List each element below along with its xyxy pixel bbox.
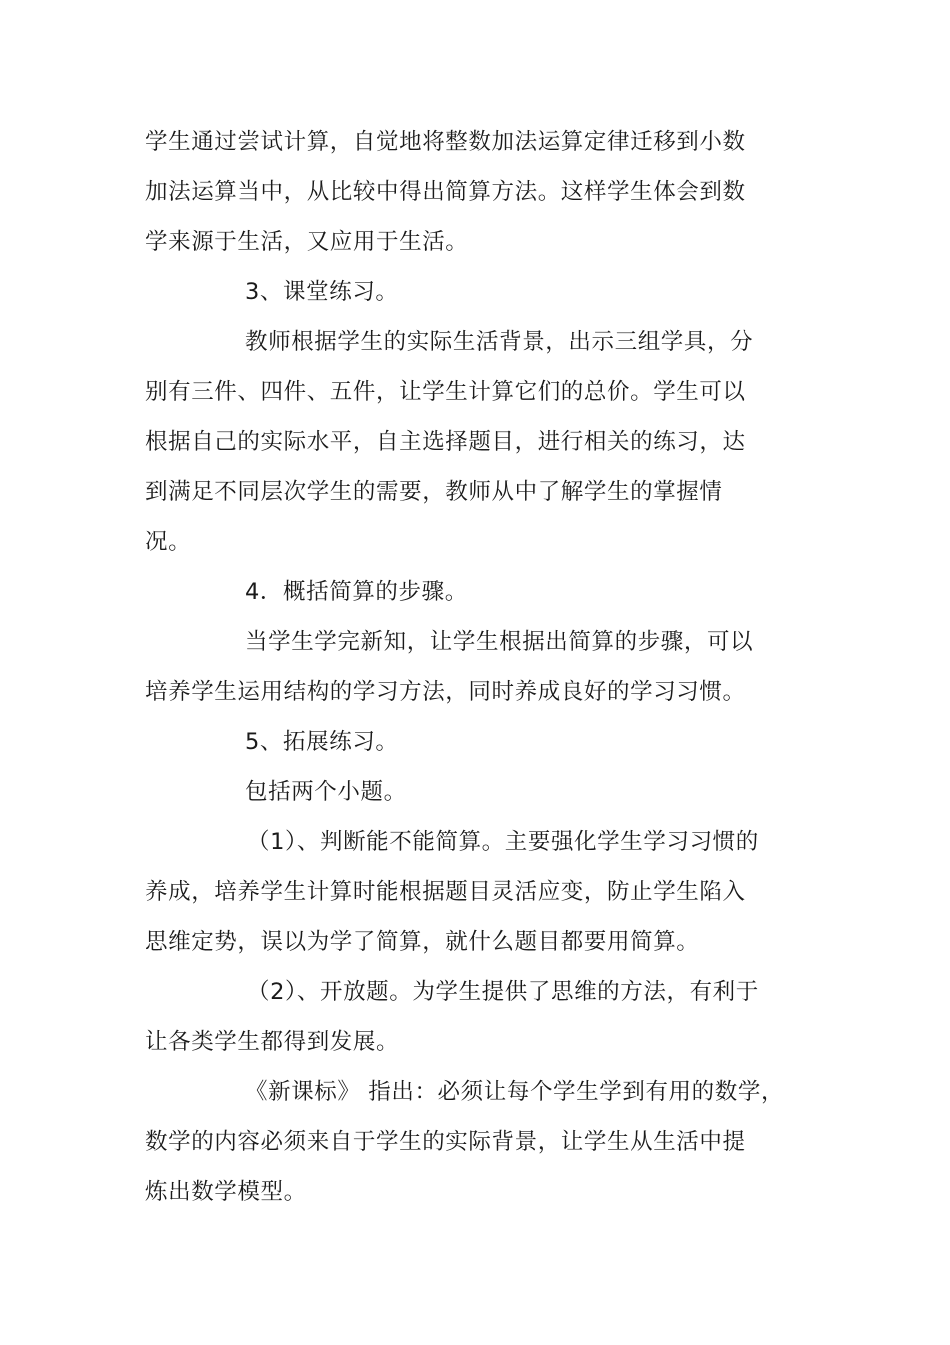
section-heading-5: 5、拓展练习。 xyxy=(245,729,399,755)
paragraph-line: 培养学生运用结构的学习方法，同时养成良好的学习习惯。 xyxy=(145,679,746,705)
paragraph-line: 炼出数学模型。 xyxy=(145,1179,307,1205)
paragraph-line: 思维定势，误以为学了简算，就什么题目都要用简算。 xyxy=(145,929,700,955)
paragraph-line: 包括两个小题。 xyxy=(245,779,407,805)
paragraph-line: 当学生学完新知，让学生根据出简算的步骤，可以 xyxy=(245,629,754,655)
paragraph-line: 到满足不同层次学生的需要，教师从中了解学生的掌握情 xyxy=(145,479,723,505)
paragraph-line: 养成，培养学生计算时能根据题目灵活应变，防止学生陷入 xyxy=(145,879,746,905)
sub-item-2: （2）、开放题。为学生提供了思维的方法，有利于 xyxy=(247,979,759,1005)
paragraph-line: 《新课标》 指出：必须让每个学生学到有用的数学， xyxy=(245,1079,785,1105)
paragraph-line: 加法运算当中，从比较中得出简算方法。这样学生体会到数 xyxy=(145,179,746,205)
paragraph-line: 教师根据学生的实际生活背景，出示三组学具，分 xyxy=(245,329,754,355)
sub-item-1: （1）、判断能不能简算。主要强化学生学习习惯的 xyxy=(247,829,759,855)
paragraph-line: 别有三件、四件、五件，让学生计算它们的总价。学生可以 xyxy=(145,379,746,405)
paragraph-line: 让各类学生都得到发展。 xyxy=(145,1029,400,1055)
paragraph-line: 学生通过尝试计算，自觉地将整数加法运算定律迁移到小数 xyxy=(145,129,746,155)
paragraph-line: 学来源于生活，又应用于生活。 xyxy=(145,229,469,255)
paragraph-line: 根据自己的实际水平，自主选择题目，进行相关的练习，达 xyxy=(145,429,746,455)
section-heading-4: 4．概括简算的步骤。 xyxy=(245,579,468,605)
section-heading-3: 3、课堂练习。 xyxy=(245,279,399,305)
paragraph-line: 况。 xyxy=(145,529,192,555)
paragraph-line: 数学的内容必须来自于学生的实际背景，让学生从生活中提 xyxy=(145,1129,746,1155)
